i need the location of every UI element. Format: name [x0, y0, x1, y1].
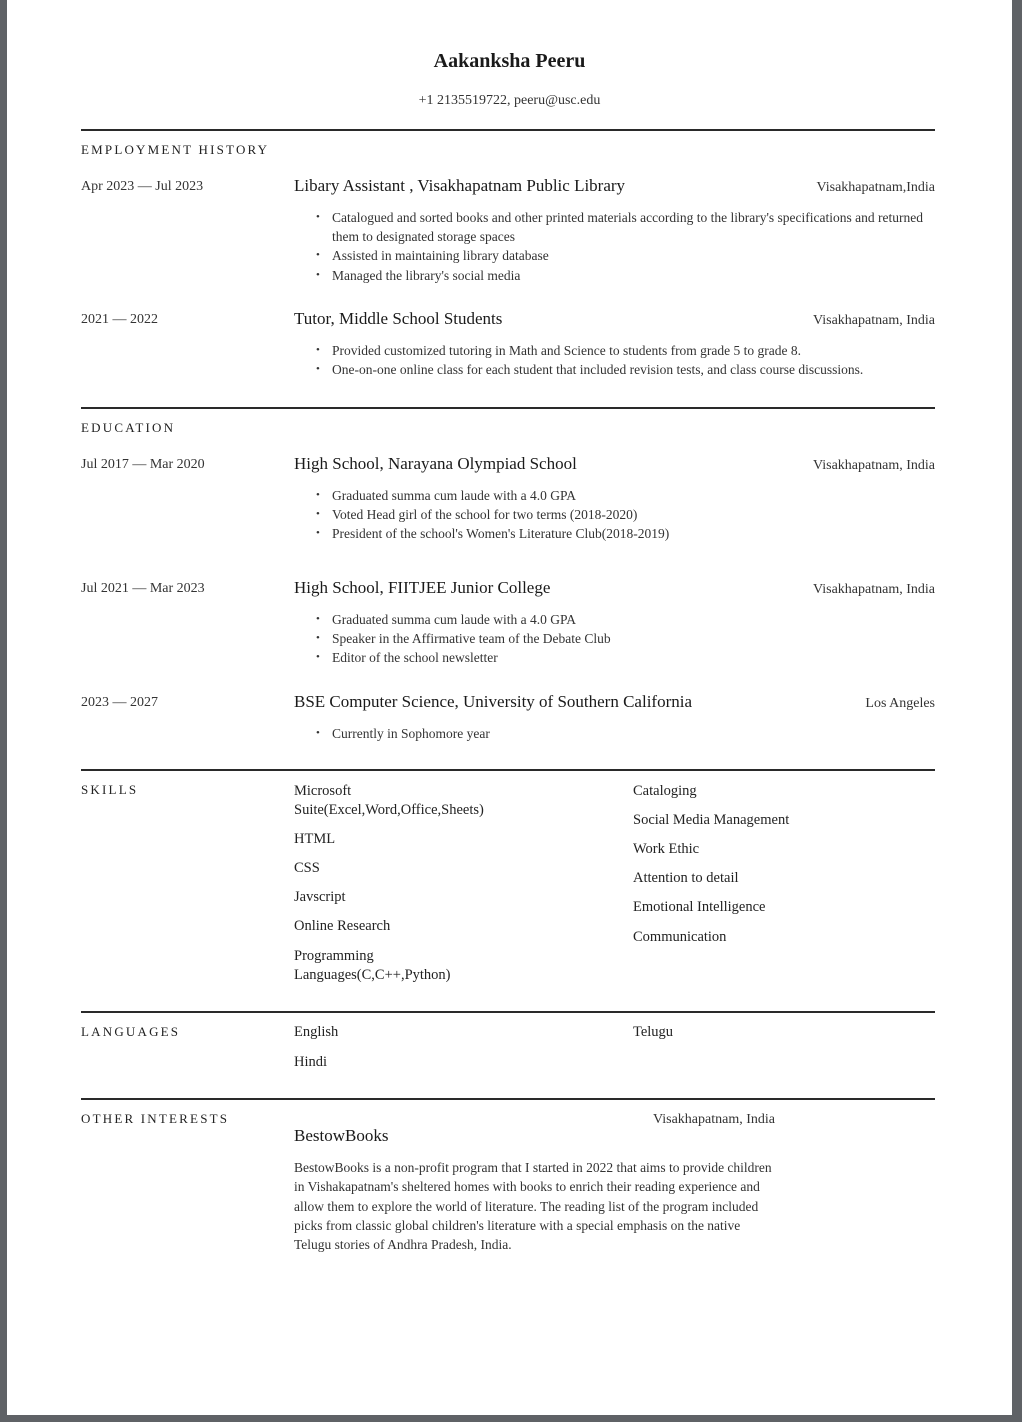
candidate-name: Aakanksha Peeru: [433, 50, 586, 72]
language-item: Hindi: [294, 1054, 328, 1070]
section-divider: [81, 1011, 935, 1013]
job-dates: 2021 — 2022: [81, 312, 158, 327]
section-divider: [81, 769, 935, 771]
list-item: • Currently in Sophomore year: [314, 724, 934, 743]
resume-page: [7, 0, 1012, 1415]
job-bullets: [314, 208, 934, 285]
skill-item: Attention to detail: [633, 870, 739, 886]
education-bullets: [314, 486, 934, 544]
skill-item: Cataloging: [633, 783, 697, 799]
skill-item: Microsoft Suite(Excel,Word,Office,Sheets): [294, 783, 484, 818]
interest-location: Visakhapatnam, India: [652, 1112, 775, 1127]
skill-item: HTML: [294, 831, 336, 847]
education-bullets: [314, 724, 934, 743]
section-divider: [81, 129, 935, 131]
job-title: Libary Assistant , Visakhapatnam Public Library: [294, 176, 626, 195]
list-item: • Graduated summa cum laude with a 4.0 GPA: [314, 486, 934, 505]
skill-item: Javscript: [294, 889, 346, 905]
education-title: High School, FIITJEE Junior College: [294, 578, 551, 597]
language-item: Telugu: [633, 1024, 674, 1040]
section-heading-interests: OTHER INTERESTS: [81, 1111, 230, 1126]
skill-item: Work Ethic: [633, 841, 700, 857]
education-title: BSE Computer Science, University of Southern California: [294, 692, 693, 711]
list-item: • Speaker in the Affirmative team of the Debate Club: [314, 629, 934, 648]
skill-item: CSS: [294, 860, 320, 876]
list-item: • Assisted in maintaining library database: [314, 246, 934, 265]
skill-item: Emotional Intelligence: [633, 899, 766, 915]
education-dates: 2023 — 2027: [81, 695, 158, 710]
education-dates: Jul 2021 — Mar 2023: [81, 581, 205, 596]
job-location: Visakhapatnam, India: [812, 313, 935, 328]
skill-item: Programming Languages(C,C++,Python): [294, 948, 451, 983]
education-location: Los Angeles: [865, 696, 935, 711]
job-location: Visakhapatnam,India: [816, 180, 935, 195]
skill-item: Online Research: [294, 918, 391, 934]
list-item: • President of the school's Women's Literature Club(2018-2019): [314, 524, 934, 543]
list-item: • Graduated summa cum laude with a 4.0 GPA: [314, 610, 934, 629]
skill-item: Communication: [633, 929, 727, 945]
list-item: • Voted Head girl of the school for two terms (2018-2020): [314, 505, 934, 524]
section-heading-employment: EMPLOYMENT HISTORY: [81, 142, 270, 157]
education-bullets: [314, 610, 934, 668]
job-bullets: [314, 341, 934, 379]
language-item: English: [294, 1024, 339, 1040]
section-heading-education: EDUCATION: [81, 420, 176, 435]
list-item: • Editor of the school newsletter: [314, 648, 934, 667]
education-dates: Jul 2017 — Mar 2020: [81, 457, 205, 472]
education-location: Visakhapatnam, India: [812, 582, 935, 597]
education-location: Visakhapatnam, India: [812, 458, 935, 473]
section-heading-skills: SKILLS: [81, 782, 139, 797]
education-title: High School, Narayana Olympiad School: [294, 454, 577, 473]
list-item: • One-on-one online class for each student that included revision tests, and class course discussions.: [314, 360, 934, 379]
skill-item: Social Media Management: [633, 812, 790, 828]
list-item: • Catalogued and sorted books and other printed materials according to the library's specifications and returned them to designated storage spaces: [314, 208, 934, 246]
section-divider: [81, 407, 935, 409]
interest-description: BestowBooks is a non-profit program that I started in 2022 that aims to provide children in Vishakapatnam's sheltered homes with books to enrich their reading experience and allow them to explore the world of literature. The reading list of the program included picks from classic global children's literature with a special emphasis on the native Telugu stories of Andhra Pradesh, India.: [294, 1160, 772, 1253]
list-item: • Provided customized tutoring in Math and Science to students from grade 5 to grade 8.: [314, 341, 934, 360]
job-title: Tutor, Middle School Students: [294, 309, 503, 328]
job-dates: Apr 2023 — Jul 2023: [81, 179, 204, 194]
section-heading-languages: LANGUAGES: [81, 1024, 181, 1039]
section-divider: [81, 1098, 935, 1100]
contact-info: +1 2135519722, peeru@usc.edu: [418, 93, 601, 108]
list-item: • Managed the library's social media: [314, 266, 934, 285]
interest-title: BestowBooks: [294, 1126, 389, 1145]
